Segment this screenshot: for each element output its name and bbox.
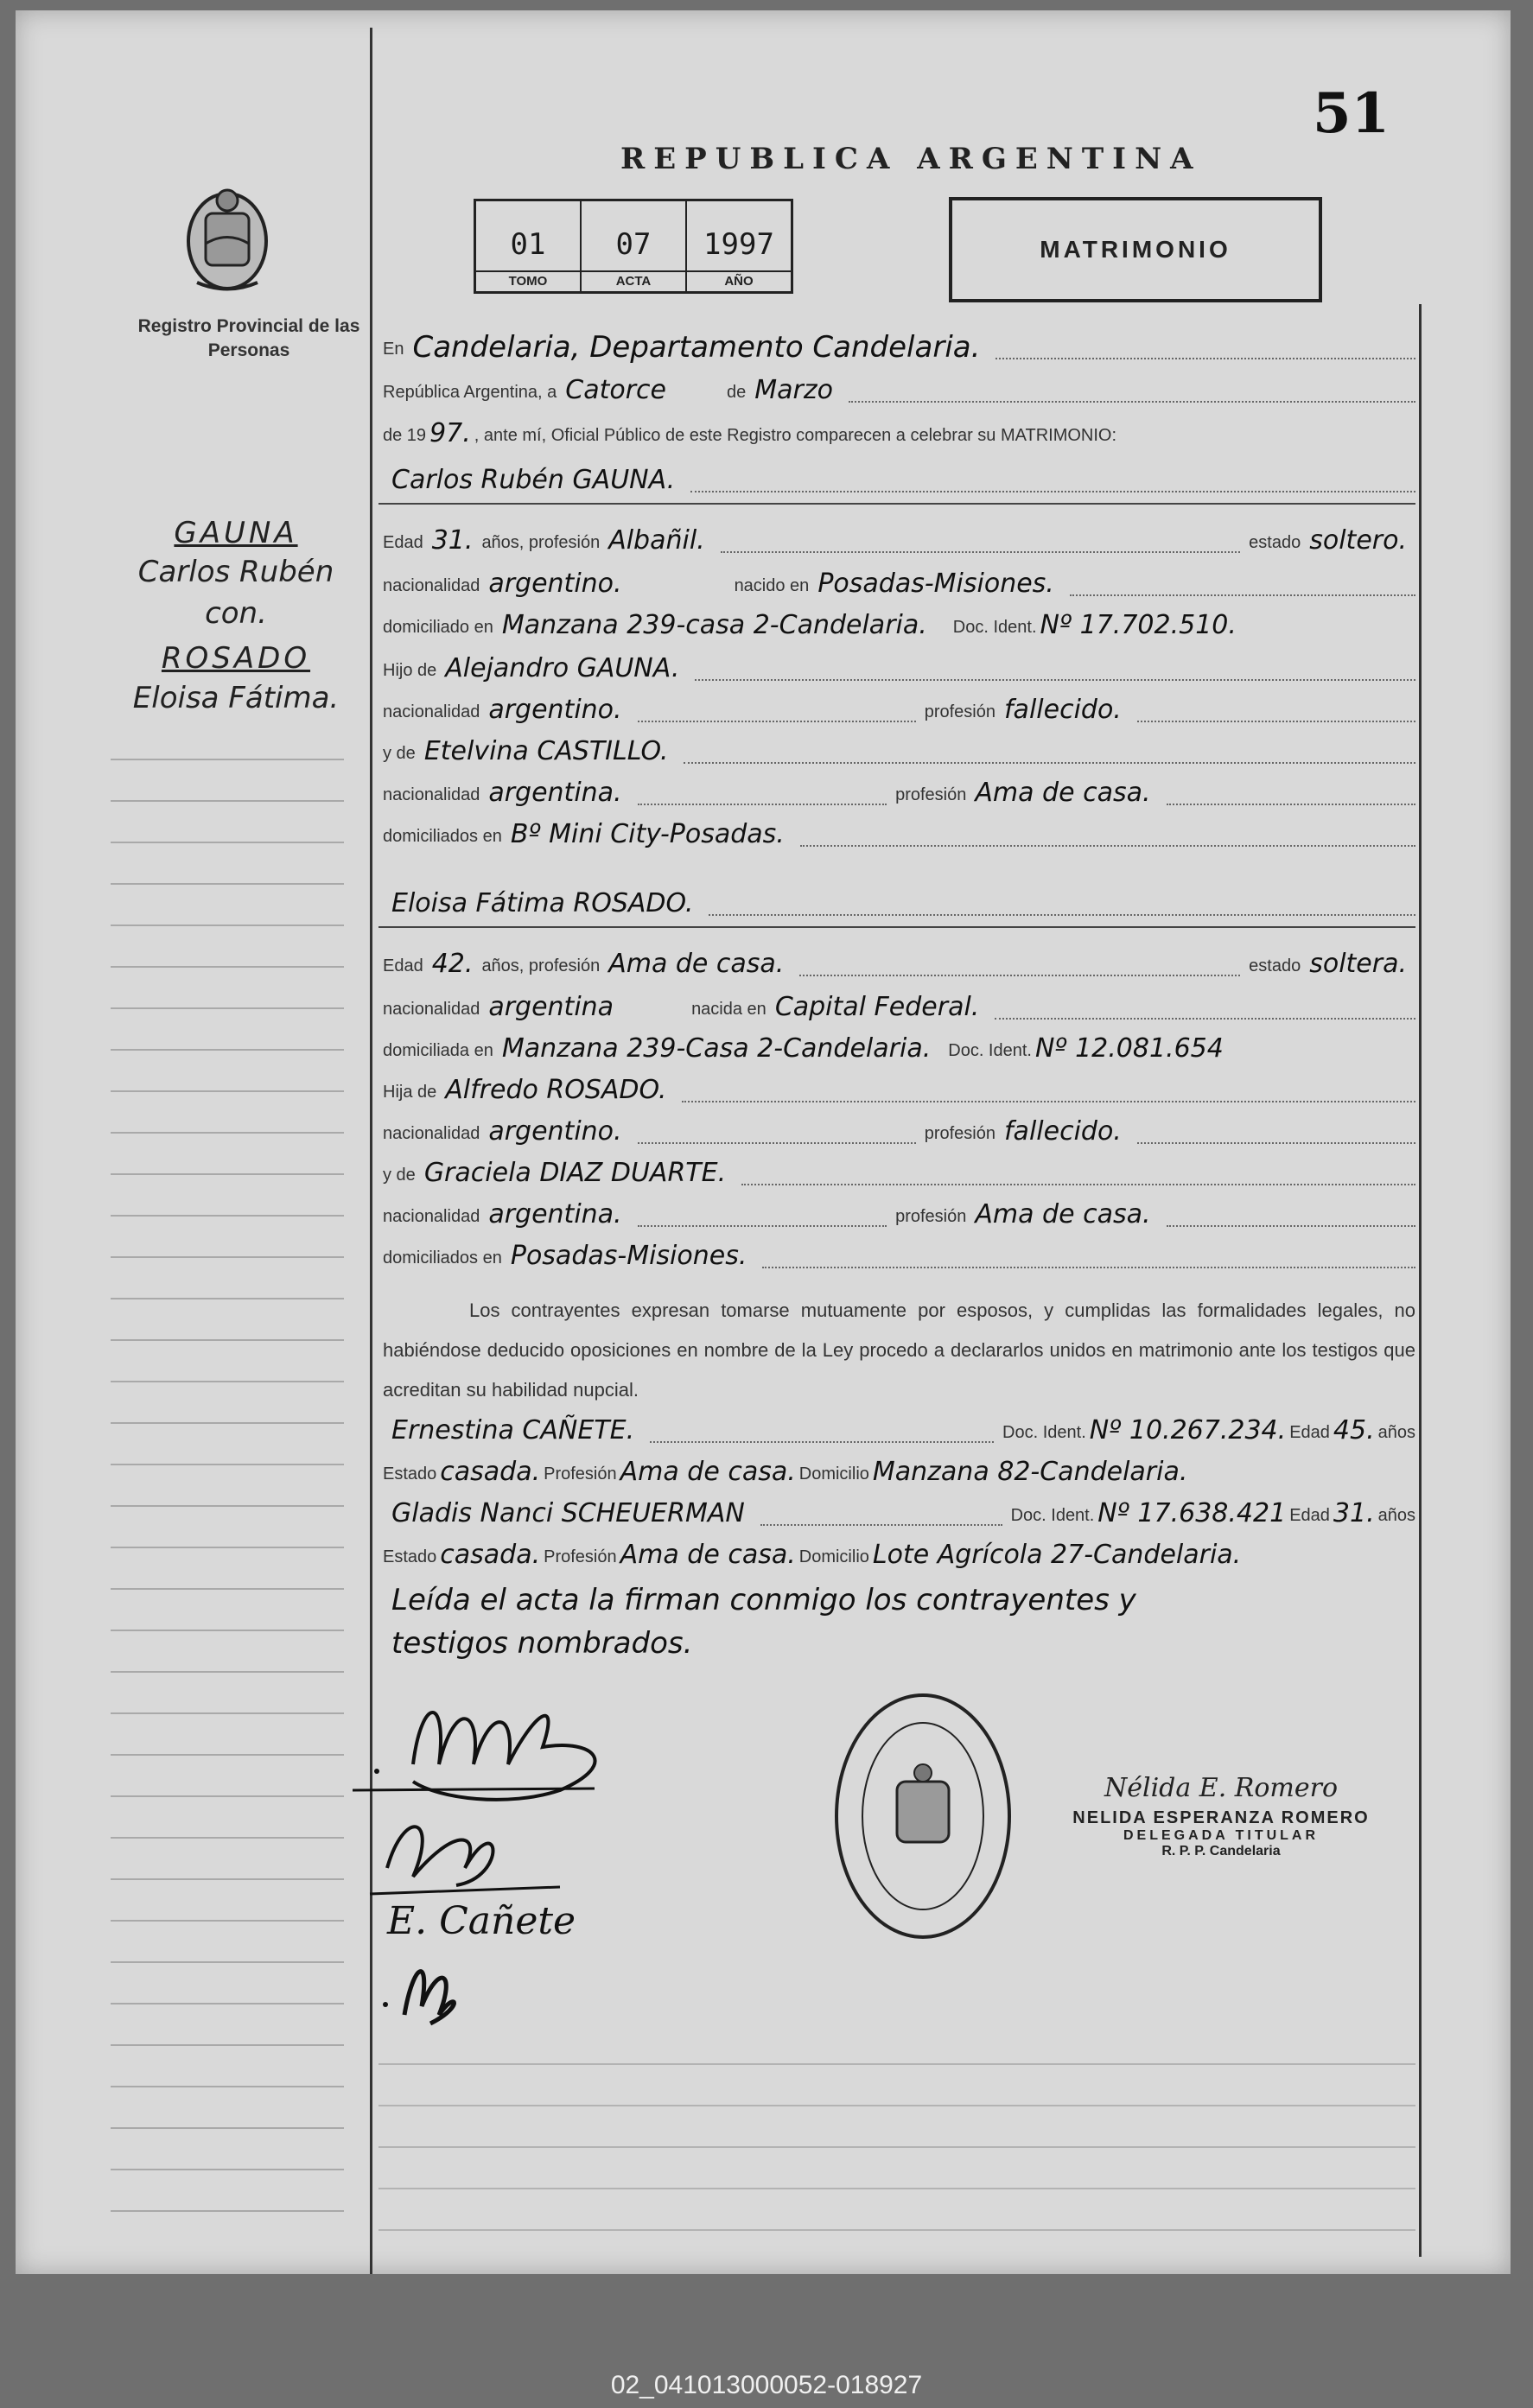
groom-parents-address: Bº Mini City-Posadas.	[510, 819, 785, 849]
label-de: de	[726, 383, 747, 402]
groom-father-profession: fallecido.	[1004, 695, 1122, 725]
label-estado: Estado	[383, 1547, 437, 1566]
closing-line-1: Leída el acta la firman conmigo los contrayentes y	[391, 1583, 1136, 1617]
label-profesion: profesión	[924, 702, 995, 721]
register-page	[16, 10, 1511, 2274]
label-profesion: profesión	[924, 1124, 995, 1143]
label-doc: Doc. Ident.	[1010, 1506, 1095, 1525]
official-name: NELIDA ESPERANZA ROMERO	[1072, 1808, 1370, 1827]
row-closing-1	[383, 1579, 1415, 1617]
label-domiciliados: domiciliados en	[383, 1248, 502, 1268]
label-en: En	[383, 340, 404, 359]
place-value: Candelaria, Departamento Candelaria.	[412, 330, 981, 365]
groom-mother: Etelvina CASTILLO.	[423, 736, 669, 766]
ano-label: AÑO	[687, 270, 791, 291]
label-nacionalidad: nacionalidad	[383, 785, 480, 804]
label-hijo-de: Hijo de	[383, 661, 437, 680]
label-estado: Estado	[383, 1464, 437, 1484]
row-groom-parents-address	[383, 814, 1415, 852]
bride-mother-nationality: argentina.	[488, 1199, 622, 1229]
country-heading: REPUBLICA ARGENTINA	[620, 142, 1202, 176]
label-anos-profesion: años, profesión	[481, 956, 601, 975]
label-nacionalidad: nacionalidad	[383, 1000, 480, 1019]
label-domicilio: Domicilio	[798, 1464, 869, 1484]
page-number: 51	[1312, 81, 1390, 146]
bride-separator	[378, 926, 1415, 928]
witness1-doc: Nº 10.267.234.	[1089, 1415, 1287, 1445]
witness2-name: Gladis Nanci SCHEUERMAN	[391, 1498, 745, 1528]
witness2-status: casada.	[440, 1540, 541, 1570]
label-profesion: Profesión	[544, 1547, 617, 1566]
row-witness1-name	[383, 1410, 1415, 1448]
year-suffix: 97.	[429, 418, 471, 448]
closing-line-2: testigos nombrados.	[391, 1626, 693, 1661]
official-office: R. P. P. Candelaria	[1161, 1844, 1281, 1858]
row-groom-address	[383, 605, 1415, 643]
label-estado: estado	[1249, 533, 1301, 552]
coat-of-arms-icon	[180, 179, 275, 295]
row-bride-parents-address	[383, 1236, 1415, 1274]
label-profesion: profesión	[895, 1207, 967, 1226]
label-profesion: Profesión	[544, 1464, 617, 1484]
row-bride-name	[383, 883, 1415, 921]
row-date	[383, 370, 1415, 408]
bride-mother-profession: Ama de casa.	[975, 1199, 1151, 1229]
row-bride-age	[383, 944, 1415, 982]
registry-stamp-icon	[828, 1687, 1018, 1946]
bride-age: 42.	[431, 949, 474, 979]
label-nacida-en: nacida en	[691, 1000, 766, 1019]
groom-nationality: argentino.	[488, 569, 622, 599]
row-bride-address	[383, 1028, 1415, 1066]
bride-mother: Graciela DIAZ DUARTE.	[423, 1158, 727, 1188]
groom-full-name: Carlos Rubén GAUNA.	[391, 465, 676, 495]
row-groom-mother	[383, 731, 1415, 769]
row-groom-father	[383, 648, 1415, 686]
label-y-de: y de	[383, 1166, 416, 1185]
row-bride-mother	[383, 1153, 1415, 1191]
bride-status: soltera.	[1309, 949, 1407, 979]
label-doc: Doc. Ident.	[948, 1041, 1032, 1060]
tomo-cell	[476, 201, 582, 291]
groom-mother-profession: Ama de casa.	[975, 778, 1151, 808]
witness1-name: Ernestina CAÑETE.	[391, 1415, 635, 1445]
witness1-address: Manzana 82-Candelaria.	[872, 1457, 1188, 1487]
label-edad: Edad	[383, 956, 423, 975]
official-role: DELEGADA TITULAR	[1123, 1828, 1320, 1843]
record-reference-box	[474, 199, 793, 294]
label-doc: Doc. Ident.	[952, 618, 1037, 637]
official-signature: Nélida E. Romero	[1104, 1773, 1339, 1803]
row-groom-name	[383, 460, 1415, 498]
row-groom-father-details	[383, 689, 1415, 727]
groom-mother-nationality: argentina.	[488, 778, 622, 808]
row-year	[383, 413, 1415, 451]
row-groom-age	[383, 520, 1415, 558]
witness2-age: 31.	[1333, 1498, 1375, 1528]
row-bride-father	[383, 1070, 1415, 1108]
right-border	[1419, 304, 1422, 2257]
witness-signature: E. Cañete	[387, 1899, 576, 1943]
row-place	[383, 327, 1415, 365]
day-value: Catorce	[565, 375, 666, 405]
bride-birthplace: Capital Federal.	[774, 992, 980, 1022]
tomo-value: 01	[510, 227, 546, 262]
label-domicilio: Domicilio	[798, 1547, 869, 1566]
bride-doc: Nº 12.081.654	[1034, 1033, 1224, 1064]
registry-label: Registro Provincial de las Personas	[137, 316, 360, 360]
bride-nationality: argentina	[488, 992, 614, 1022]
label-estado: estado	[1249, 956, 1301, 975]
label-y-de: y de	[383, 744, 416, 763]
groom-birthplace: Posadas-Misiones.	[817, 569, 1054, 599]
tomo-label: TOMO	[476, 270, 580, 291]
compare-text: , ante mí, Oficial Público de este Registro comparecen a celebrar su MATRIMONIO:	[474, 426, 1117, 445]
label-edad: Edad	[1289, 1506, 1330, 1525]
acta-value: 07	[615, 227, 652, 262]
witness2-profession: Ama de casa.	[620, 1540, 796, 1570]
margin-groom-names: Carlos Rubén	[137, 555, 334, 589]
margin-bride-names: Eloisa Fátima.	[132, 681, 340, 715]
label-edad: Edad	[383, 533, 423, 552]
label-domiciliados: domiciliados en	[383, 827, 502, 846]
label-hija-de: Hija de	[383, 1083, 437, 1102]
declaration-text: Los contrayentes expresan tomarse mutuamente por esposos, y cumplidas las formalidades legales, no habiéndose deducido oposiciones en nombre de la Ley procedo a declararlos unidos en matrimonio ante los testigos que acreditan su habilidad nupcial.	[383, 1299, 1415, 1401]
bride-father: Alfredo ROSADO.	[445, 1075, 667, 1105]
groom-father: Alejandro GAUNA.	[445, 653, 680, 683]
groom-address: Manzana 239-casa 2-Candelaria.	[501, 610, 927, 640]
label-nacionalidad: nacionalidad	[383, 1207, 480, 1226]
margin-ruled-lines	[111, 719, 344, 2248]
margin-bride-surname: ROSADO	[161, 641, 311, 676]
witness1-profession: Ama de casa.	[620, 1457, 796, 1487]
row-bride-mother-details	[383, 1194, 1415, 1232]
witness2-doc: Nº 17.638.421	[1097, 1498, 1287, 1528]
row-bride-nationality	[383, 987, 1415, 1025]
label-nacido-en: nacido en	[734, 576, 810, 595]
margin-groom-surname: GAUNA	[174, 516, 298, 550]
witness1-age: 45.	[1333, 1415, 1375, 1445]
row-witness2-details	[383, 1534, 1415, 1573]
label-edad: Edad	[1289, 1423, 1330, 1442]
margin-con: con.	[205, 596, 267, 631]
official-signature-block	[1031, 1773, 1411, 1859]
label-nacionalidad: nacionalidad	[383, 1124, 480, 1143]
bride-parents-address: Posadas-Misiones.	[510, 1241, 747, 1271]
label-domiciliada: domiciliada en	[383, 1041, 493, 1060]
row-bride-father-details	[383, 1111, 1415, 1149]
groom-profession: Albañil.	[608, 525, 705, 556]
month-value: Marzo	[754, 375, 833, 405]
row-witness2-name	[383, 1493, 1415, 1531]
label-anos: años	[1377, 1506, 1415, 1525]
label-nacionalidad: nacionalidad	[383, 702, 480, 721]
row-groom-nationality	[383, 563, 1415, 601]
groom-status: soltero.	[1309, 525, 1407, 556]
witness2-address: Lote Agrícola 27-Candelaria.	[872, 1540, 1242, 1570]
groom-separator	[378, 503, 1415, 505]
witness1-status: casada.	[440, 1457, 541, 1487]
label-republica: República Argentina, a	[383, 383, 557, 402]
acta-label: ACTA	[582, 270, 685, 291]
bride-profession: Ama de casa.	[608, 949, 785, 979]
image-id-caption: 02_041013000052-018927	[610, 2371, 923, 2399]
record-type-box: MATRIMONIO	[949, 197, 1322, 302]
label-anos: años	[1377, 1423, 1415, 1442]
label-anos-profesion: años, profesión	[481, 533, 601, 552]
groom-father-nationality: argentino.	[488, 695, 622, 725]
contrayentes-signatures	[335, 1661, 664, 2032]
bride-full-name: Eloisa Fátima ROSADO.	[391, 888, 694, 918]
body-ruled-lines	[378, 2024, 1415, 2231]
bride-father-profession: fallecido.	[1004, 1116, 1122, 1147]
acta-cell	[582, 201, 687, 291]
row-groom-mother-details	[383, 772, 1415, 810]
bride-address: Manzana 239-Casa 2-Candelaria.	[501, 1033, 932, 1064]
label-doc: Doc. Ident.	[1002, 1423, 1086, 1442]
row-closing-2	[383, 1623, 1415, 1661]
ano-cell	[687, 201, 791, 291]
groom-doc: Nº 17.702.510.	[1040, 610, 1237, 640]
groom-age: 31.	[431, 525, 474, 556]
label-profesion: profesión	[895, 785, 967, 804]
label-nacionalidad: nacionalidad	[383, 576, 480, 595]
bride-father-nationality: argentino.	[488, 1116, 622, 1147]
ano-value: 1997	[703, 227, 774, 262]
label-year-prefix: de 19	[383, 426, 427, 445]
row-witness1-details	[383, 1452, 1415, 1490]
label-domiciliado: domiciliado en	[383, 618, 493, 637]
